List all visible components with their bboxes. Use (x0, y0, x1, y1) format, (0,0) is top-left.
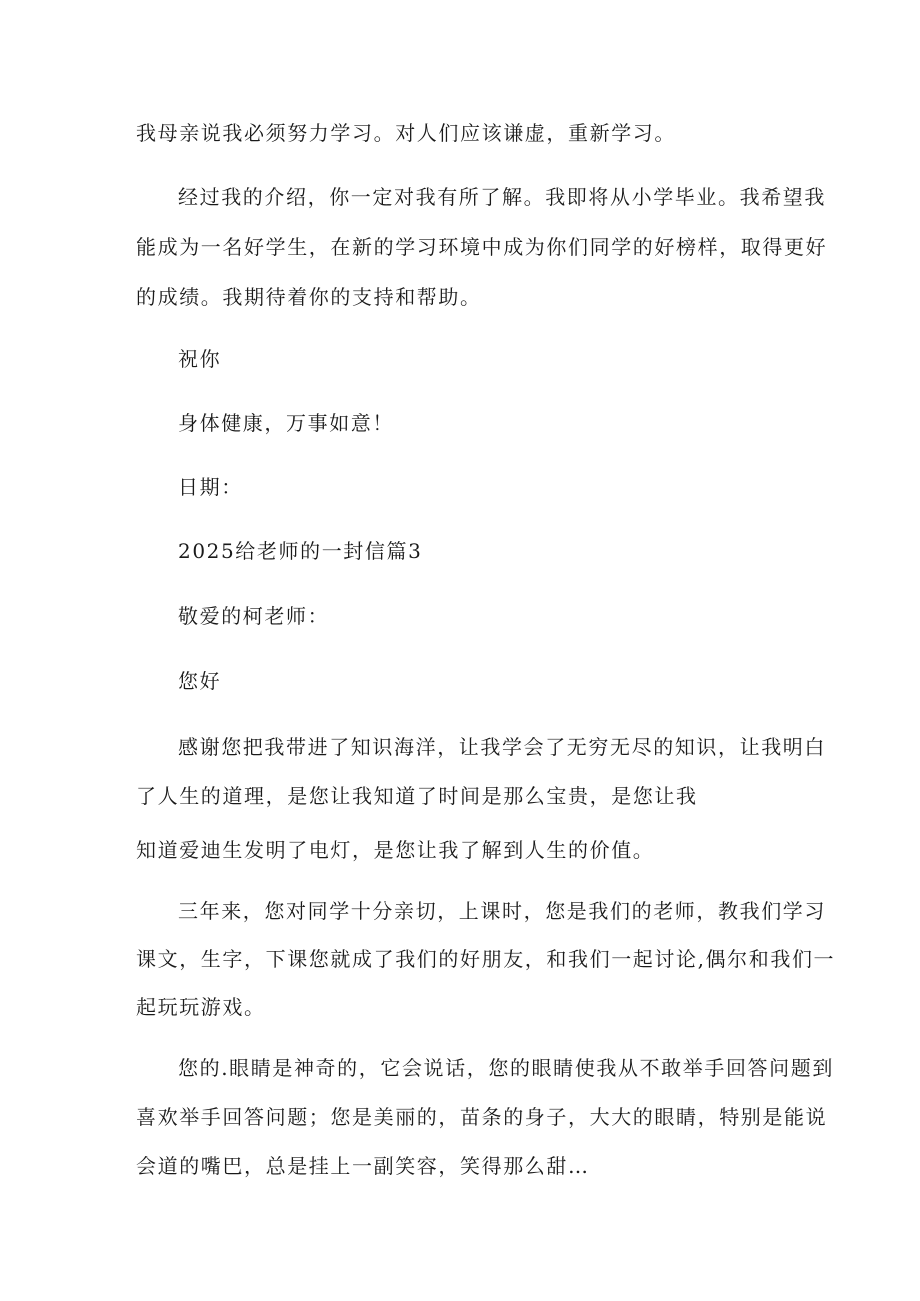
text-line: 日期： (178, 475, 243, 499)
text-line: 喜欢举手回答问题；您是美丽的，苗条的身子，大大的眼睛，特别是能说 (136, 1105, 828, 1129)
text-line: 您的.眼睛是神奇的，它会说话，您的眼睛使我从不敢举手回答问题到 (178, 1056, 834, 1080)
section-heading: 2025给老师的一封信篇3 (178, 539, 423, 563)
text-line: 敬爱的柯老师： (178, 604, 330, 628)
text-line: 能成为一名好学生，在新的学习环境中成为你们同学的好榜样，取得更好 (136, 235, 828, 259)
text-line: 课文，生字，下课您就成了我们的好朋友，和我们一起讨论,偶尔和我们一 (136, 947, 836, 971)
text-line: 三年来，您对同学十分亲切，上课时，您是我们的老师，教我们学习 (178, 899, 826, 923)
text-line: 您好 (178, 669, 222, 693)
text-line: 的成绩。我期待着你的支持和帮助。 (136, 285, 482, 309)
text-line: 身体健康，万事如意！ (178, 411, 394, 435)
text-line: 会道的嘴巴，总是挂上一副笑容，笑得那么甜… (136, 1154, 590, 1178)
text-line: 祝你 (178, 347, 222, 371)
text-line: 感谢您把我带进了知识海洋，让我学会了无穷无尽的知识，让我明白 (178, 735, 826, 759)
text-line: 知道爱迪生发明了电灯，是您让我了解到人生的价值。 (136, 838, 655, 862)
text-line: 起玩玩游戏。 (136, 995, 266, 1019)
text-line: 我母亲说我必须努力学习。对人们应该谦虚，重新学习。 (136, 121, 676, 145)
text-line: 了人生的道理，是您让我知道了时间是那么宝贵，是您让我 (136, 784, 698, 808)
text-line: 经过我的介绍，你一定对我有所了解。我即将从小学毕业。我希望我 (178, 185, 826, 209)
